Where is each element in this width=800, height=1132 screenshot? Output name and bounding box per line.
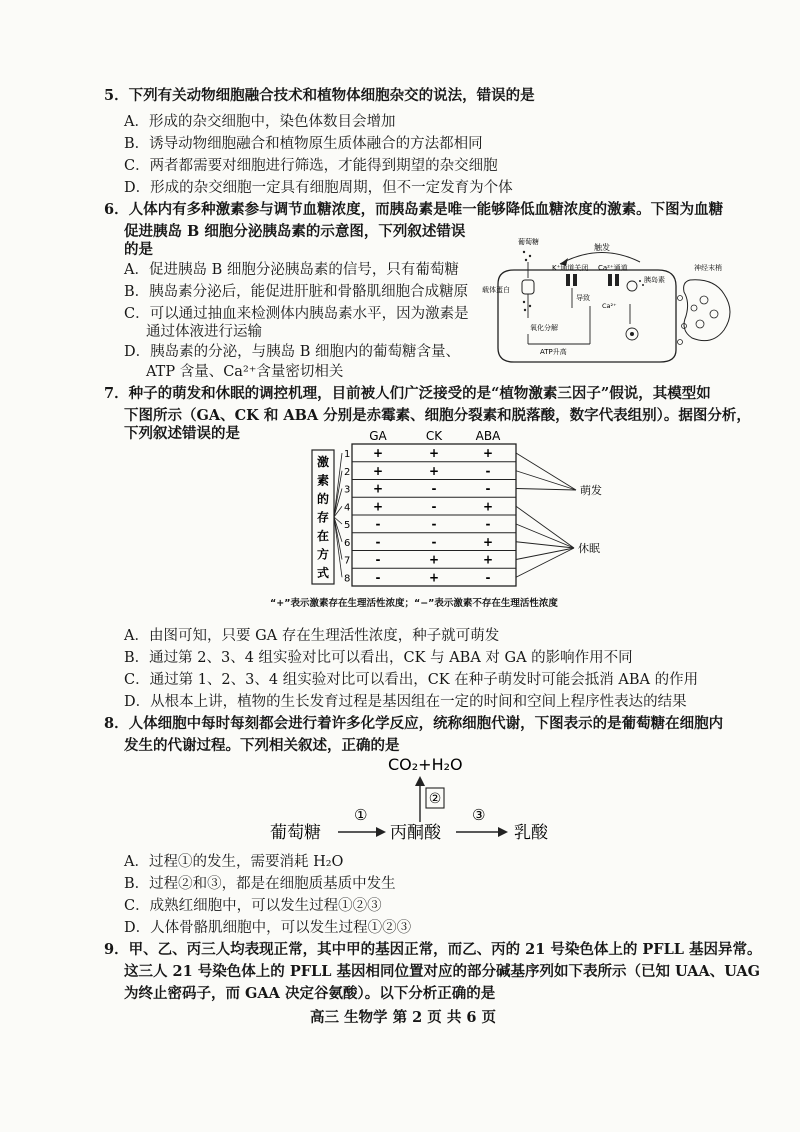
carrier-label: 载体蛋白: [482, 286, 510, 294]
q6-stem-line2: 促进胰岛 B 细胞分泌胰岛素的示意图，下列叙述错误: [124, 223, 466, 240]
q7-table-caption: “+”表示激素存在生理活性浓度；“−”表示激素不存在生理活性浓度: [270, 598, 558, 609]
ca-channel-label: Ca²⁺通道: [598, 264, 628, 272]
table-cell: +: [372, 463, 384, 478]
table-cell: +: [372, 446, 384, 460]
q7-stem-line2: 下图所示（GA、CK 和 ABA 分别是赤霉素、细胞分裂素和脱落酸，数字代表组别）。据图分析，: [124, 407, 751, 424]
germinate-label: 萌发: [580, 484, 602, 497]
table-cell: -: [375, 534, 381, 549]
germinate-link: [516, 489, 576, 491]
q9-stem-line3: 为终止密码子，而 GAA 决定谷氨酸）。以下分析正确的是: [124, 985, 496, 1002]
header-ga: GA: [369, 429, 387, 443]
table-cell: -: [431, 481, 437, 496]
q6-option-d-cont: ATP 含量、Ca²⁺含量密切相关: [146, 364, 344, 380]
table-cell: -: [431, 517, 437, 531]
table-cell: +: [428, 552, 440, 567]
q5-option-d: D．形成的杂交细胞一定具有细胞周期，但不一定发育为个体: [124, 180, 513, 196]
q7-option-c: C．通过第 1、2、3、4 组实验对比可以看出，CK 在种子萌发时可能会抵消 ABA 的作用: [124, 672, 699, 688]
q6-option-b: B．胰岛素分泌后，能促进肝脏和骨骼肌细胞合成糖原: [124, 284, 469, 300]
side-label-char: 激: [316, 455, 330, 469]
q6-option-c-cont: 通过体液进行运输: [146, 324, 262, 340]
table-cell: -: [485, 517, 491, 531]
q5-option-b: B．诱导动物细胞融合和植物原生质体融合的方法都相同: [124, 136, 483, 152]
q7-stem-line1: 7．种子的萌发和休眠的调控机理，目前被人们广泛接受的是“植物激素三因子”假说，其模型如: [104, 385, 711, 402]
row-number: 8: [344, 573, 351, 585]
q8-metabolism-figure: [260, 748, 580, 852]
q7-option-a: A．由图可知，只要 GA 存在生理活性浓度，种子就可萌发: [124, 628, 500, 644]
germinate-link: [516, 453, 576, 490]
table-cell: +: [428, 570, 440, 585]
table-cell: +: [482, 552, 494, 567]
table-cell: +: [428, 463, 440, 478]
q5-option-a: A．形成的杂交细胞中，染色体数目会增加: [124, 114, 396, 130]
q6-stem-line1: 6．人体内有多种激素参与调节血糖浓度，而胰岛素是唯一能够降低血糖浓度的激素。下图为血糖: [104, 201, 724, 218]
step2-label: ②: [428, 791, 442, 807]
table-cell: +: [428, 446, 440, 460]
table-cell: -: [485, 481, 491, 496]
side-label-char: 素: [316, 473, 330, 488]
header-aba: ABA: [475, 429, 501, 443]
ca-ion-label: Ca²⁺: [602, 302, 617, 310]
q5-option-c: C．两者都需要对细胞进行筛选，才能得到期望的杂交细胞: [124, 158, 498, 174]
lactate-label: 乳酸: [514, 823, 548, 843]
pyruvate-label: 丙酮酸: [390, 823, 441, 843]
side-label-char: 式: [316, 566, 330, 580]
table-cell: +: [482, 446, 494, 460]
table-cell: +: [372, 481, 384, 496]
glucose-label: 葡萄糖: [518, 238, 539, 246]
side-connector: [334, 517, 342, 577]
table-cell: -: [375, 517, 381, 531]
side-label-char: 方: [316, 547, 330, 562]
conduct-label: 导致: [576, 294, 590, 302]
trigger-label: 触发: [594, 243, 610, 252]
q9-stem-line2: 这三人 21 号染色体上的 PFLL 基因相同位置对应的部分碱基序列如下表所示（已知 UAA、UAG: [124, 963, 761, 980]
table-cell: -: [431, 534, 437, 549]
table-cell: -: [485, 570, 491, 585]
table-cell: +: [482, 534, 494, 549]
row-number: 7: [344, 555, 351, 567]
nerve-ending-icon: [684, 280, 730, 341]
side-label-char: 存: [316, 510, 330, 525]
q8-option-a: A．过程①的发生，需要消耗 H₂O: [124, 854, 344, 870]
q7-hormone-figure: [300, 426, 620, 610]
q8-option-d: D．人体骨骼肌细胞中，可以发生过程①②③: [124, 920, 412, 936]
step3-label: ③: [472, 806, 486, 824]
table-cell: -: [431, 499, 437, 514]
table-cell: +: [482, 499, 494, 514]
side-label-char: 的: [316, 492, 330, 506]
row-number: 3: [344, 484, 351, 496]
table-cell: +: [372, 499, 384, 514]
k-channel-label: K⁺通道关闭: [552, 264, 589, 272]
row-number: 6: [344, 537, 351, 549]
dormant-link: [516, 548, 574, 560]
q8-stem-line1: 8．人体细胞中每时每刻都会进行着许多化学反应，统称细胞代谢，下图表示的是葡萄糖在细胞内: [104, 715, 724, 732]
germinate-link: [516, 471, 576, 490]
q8-stem-line2: 发生的代谢过程。下列相关叙述，正确的是: [124, 737, 400, 754]
q5-stem: 5．下列有关动物细胞融合技术和植物体细胞杂交的说法，错误的是: [104, 87, 535, 104]
step1-label: ①: [354, 806, 368, 824]
dormant-label: 休眠: [578, 542, 600, 555]
q8-option-c: C．成熟红细胞中，可以发生过程①②③: [124, 898, 382, 914]
q6-stem-line3: 的是: [124, 241, 153, 258]
oxidation-label: 氧化分解: [530, 324, 558, 332]
table-cell: -: [375, 570, 381, 585]
glucose-label: 葡萄糖: [270, 823, 321, 843]
q8-option-b: B．过程②和③，都是在细胞质基质中发生: [124, 876, 396, 892]
atp-label: ATP升高: [540, 348, 567, 356]
row-number: 1: [344, 449, 351, 460]
page-footer: 高三 生物学 第 2 页 共 6 页: [310, 1009, 497, 1026]
q6-option-c: C．可以通过抽血来检测体内胰岛素水平，因为激素是: [124, 306, 469, 322]
co2-h2o-label: CO₂+H₂O: [388, 755, 463, 774]
arrow-right-icon: [376, 827, 386, 837]
trigger-arrow: [560, 252, 640, 264]
nerve-label: 神经末梢: [694, 264, 722, 272]
row-number: 2: [344, 466, 351, 478]
arrow-right-icon: [498, 827, 508, 837]
q9-stem-line1: 9．甲、乙、丙三人均表现正常，其中甲的基因正常，而乙、丙的 21 号染色体上的 PFLL 基因异常。: [104, 941, 762, 958]
arrow-up-icon: [415, 776, 425, 786]
carrier-protein-icon: [522, 280, 534, 294]
q6-insulin-figure: [480, 234, 750, 370]
header-ck: CK: [425, 429, 443, 443]
table-cell: -: [485, 463, 491, 478]
q7-option-d: D．从根本上讲，植物的生长发育过程是基因组在一定的时间和空间上程序性表达的结果: [124, 694, 687, 710]
table-cell: -: [375, 552, 381, 567]
side-label-char: 在: [316, 529, 330, 543]
row-number: 5: [344, 520, 351, 531]
q7-option-b: B．通过第 2、3、4 组实验对比可以看出，CK 与 ABA 对 GA 的影响作用不同: [124, 650, 633, 666]
row-number: 4: [344, 502, 351, 514]
dormant-link: [516, 548, 574, 577]
q6-option-a: A．促进胰岛 B 细胞分泌胰岛素的信号，只有葡萄糖: [124, 262, 459, 278]
insulin-label: 胰岛素: [644, 276, 665, 284]
q6-option-d: D．胰岛素的分泌，与胰岛 B 细胞内的葡萄糖含量、: [124, 344, 460, 360]
q7-stem-line3: 下列叙述错误的是: [124, 425, 240, 442]
